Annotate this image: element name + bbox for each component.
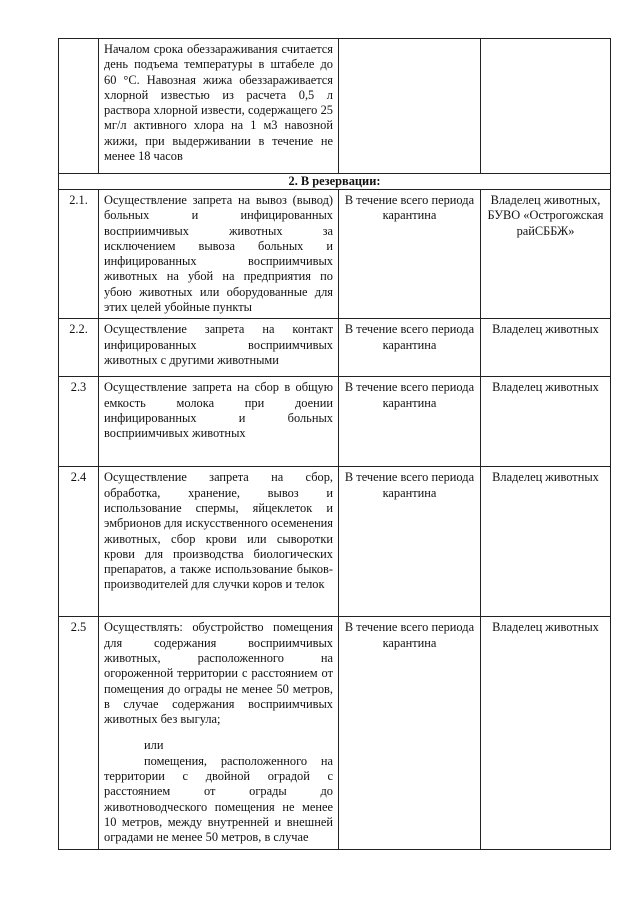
measure-continuation-text: помещения, расположенного на территории с двойной оградой с расстоянием от ограды до животноводческого помещения не менее 10 метров, между внутренней и внешней оградами не менее 50 метров, в случае [104, 753, 333, 845]
table-row [59, 39, 611, 174]
period-cell: В течение всего периода карантина [339, 190, 481, 319]
table-row [59, 319, 611, 377]
row-number: 2.4 [59, 467, 99, 617]
table-row [59, 617, 611, 849]
table-row [59, 467, 611, 617]
responsible-cell [481, 39, 611, 174]
responsible-cell: Владелец животных [481, 377, 611, 467]
row-number: 2.2. [59, 319, 99, 377]
responsible-cell: Владелец животных [481, 319, 611, 377]
responsible-cell: Владелец животных [481, 617, 611, 849]
responsible-cell: Владелец животных, БУВО «Острогожская райСББЖ» [481, 190, 611, 319]
measure-cell: Осуществление запрета на сбор, обработка, хранение, вывоз и использование спермы, яйцеклеток и эмбрионов для искусственного осеменения животных, сбор крови или сыворотки крови для производства биологических препаратов, а также использование быков-производителей для случки коров и телок [99, 467, 339, 617]
row-number: 2.3 [59, 377, 99, 467]
measure-text: Осуществлять: обустройство помещения для содержания восприимчивых животных, расположенного на огороженной территории с расстоянием от помещения до ограды не менее 50 метров, в случае содержания восприимчивых животных без выгула; [104, 620, 333, 727]
period-cell: В течение всего периода карантина [339, 377, 481, 467]
row-number: 2.5 [59, 617, 99, 849]
measure-or-text: или [144, 738, 164, 753]
measure-cell: Осуществление запрета на контакт инфицированных восприимчивых животных с другими животными [99, 319, 339, 377]
period-cell: В течение всего периода карантина [339, 617, 481, 849]
row-number: 2.1. [59, 190, 99, 319]
measure-cell: Началом срока обеззараживания считается день подъема температуры в штабеле до 60 °С. Навозная жижа обеззараживается хлорной известью из расчета 0,5 л раствора хлорной извести, содержащего 25 мг/л активного хлора на 1 м3 навозной жижи, при выдерживании в течение не менее 18 часов [99, 39, 339, 174]
period-cell: В течение всего периода карантина [339, 319, 481, 377]
period-cell: В течение всего периода карантина [339, 467, 481, 617]
section-row [59, 174, 611, 190]
period-cell [339, 39, 481, 174]
table-row [59, 377, 611, 467]
measure-cell: Осуществление запрета на сбор в общую емкость молока при доении инфицированных и больных восприимчивых животных [99, 377, 339, 467]
table-row [59, 190, 611, 319]
measure-cell: Осуществление запрета на вывоз (вывод) больных и инфицированных восприимчивых животных за исключением вывоза больных и инфицированных восприимчивых животных на убой на предприятия по убою животных или оборудованные для этих целей убойные пункты [99, 190, 339, 319]
quarantine-measures-table [58, 38, 611, 850]
responsible-cell: Владелец животных [481, 467, 611, 617]
measure-cell [99, 617, 339, 849]
num-cell [59, 39, 99, 174]
section-title: 2. В резервации: [59, 174, 611, 190]
